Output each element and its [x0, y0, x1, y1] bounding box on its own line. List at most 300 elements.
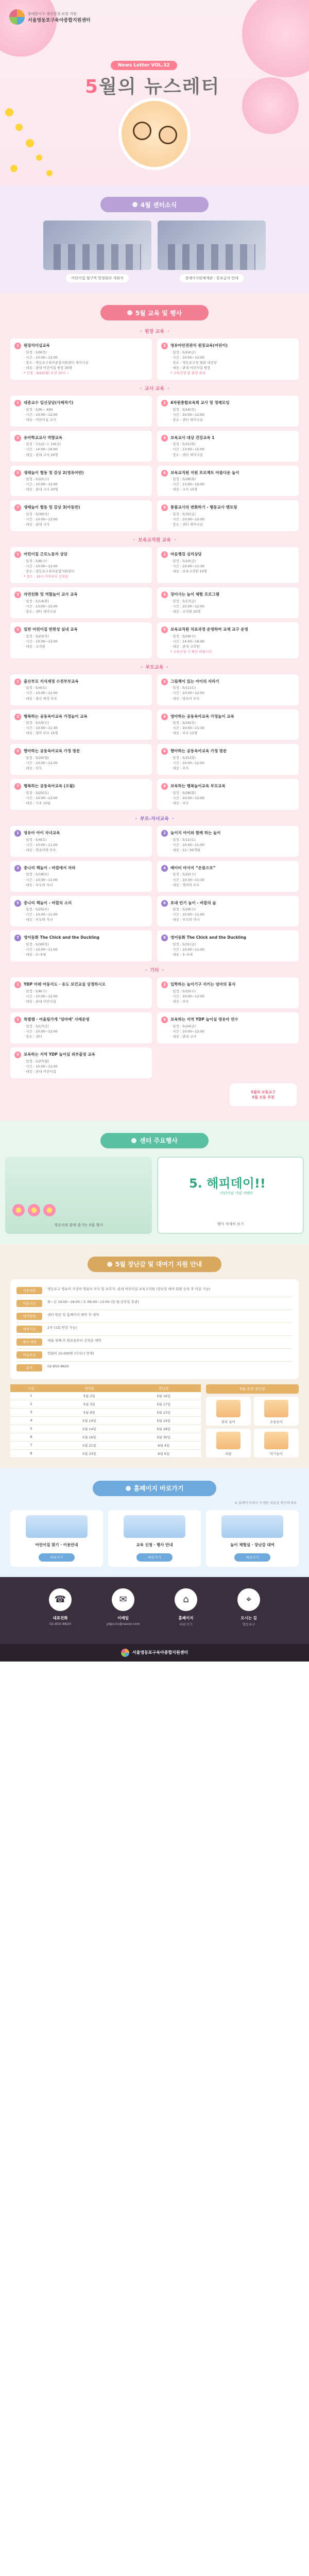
- program-detail: · 시간 : 10:00~12:00: [170, 761, 204, 766]
- program-name: 베이비 마사지 “온몸으로”: [170, 865, 216, 870]
- april-photo-card[interactable]: [158, 221, 266, 282]
- item-number-badge: 2: [161, 679, 168, 685]
- item-number-badge: 5: [14, 748, 21, 755]
- table-cell: 5월 16일: [52, 1433, 126, 1441]
- toy-thumbnail[interactable]: 소꿉놀이: [254, 1397, 299, 1426]
- april-news-section: [0, 185, 309, 293]
- program-detail: · 일정 : 5/30(목): [24, 942, 49, 947]
- program-detail: · 대상 : 관내 교사 20명: [24, 452, 58, 457]
- happy-day-link[interactable]: 행사 자세히 보기: [217, 1222, 244, 1226]
- program-name: 영어동화 The Chick and the Duckling: [24, 935, 100, 940]
- rental-schedule-table: [10, 1384, 201, 1458]
- program-detail: · 대상 : 관내 교직원: [170, 644, 200, 649]
- footer-label: 홈페이지: [178, 1615, 194, 1620]
- item-number-badge: 3: [14, 591, 21, 598]
- program-item[interactable]: [10, 1012, 152, 1043]
- category-title: · 기타 ·: [10, 967, 299, 973]
- table-header: 반납일: [127, 1384, 201, 1392]
- rental-info-key: 대여방법: [16, 1313, 42, 1320]
- homepage-card[interactable]: [206, 1510, 299, 1567]
- category-title: · 보육교직원 교육 ·: [10, 536, 299, 543]
- program-detail: · 대상 : 영유아 부모: [170, 696, 200, 701]
- monthly-toy-teaser[interactable]: 5월의 보물교구 5월 보물 추천: [230, 1083, 297, 1106]
- center-logo-icon: [9, 9, 25, 25]
- program-name: 중나리 책놀이 - 바깥에서 자라: [24, 865, 76, 870]
- program-item[interactable]: [157, 396, 299, 427]
- program-detail: · 대상 : 보육교직원 10명: [170, 569, 208, 573]
- item-number-badge: 6: [161, 900, 168, 907]
- program-detail: · 대상 : 관내 어린이집: [24, 999, 56, 1004]
- program-detail: · 시간 : 10:00~12:00: [24, 639, 58, 643]
- flower-icon: [12, 1204, 25, 1216]
- home-icon: ⌂: [175, 1588, 197, 1611]
- program-item[interactable]: [157, 587, 299, 618]
- item-number-badge: 3: [14, 865, 21, 872]
- program-detail: · 일정 : 5/22(수): [24, 477, 49, 482]
- bullet-icon: [126, 1486, 131, 1491]
- table-header: 대여일: [52, 1384, 126, 1392]
- program-detail: · 일정 : 5/21(화): [170, 756, 196, 760]
- table-row: [10, 1441, 201, 1449]
- program-detail: · 대상 : 부모: [24, 766, 42, 771]
- table-row: [10, 1416, 201, 1425]
- program-item[interactable]: [10, 896, 152, 927]
- program-detail: · 대상 : 교직원 20명: [170, 609, 201, 614]
- program-detail: · 일정 : 5/15(수): [170, 989, 196, 993]
- bottom-brand-bar: [0, 1644, 309, 1662]
- bullet-icon: [131, 1138, 136, 1143]
- program-detail: · 일정 : 5/4(토): [24, 837, 47, 842]
- rental-info-key: 이용요금: [16, 1351, 42, 1359]
- event-illustration-panel[interactable]: [5, 1157, 152, 1234]
- table-cell: 5월 10일: [52, 1416, 126, 1425]
- program-item[interactable]: [10, 622, 152, 658]
- program-item[interactable]: [157, 431, 299, 462]
- program-detail: · 시간 : 10:00~12:00: [24, 412, 58, 417]
- homepage-note: ※ 홈페이지에서 자세한 내용을 확인하세요: [234, 1500, 297, 1505]
- program-item[interactable]: [10, 861, 152, 892]
- program-item[interactable]: [10, 977, 152, 1008]
- program-item[interactable]: [157, 744, 299, 775]
- homepage-card[interactable]: [108, 1510, 201, 1567]
- program-name: 보육교직원 치료과정 운영하여 교재 교구 운영: [170, 626, 248, 632]
- item-number-badge: 5: [14, 1052, 21, 1058]
- program-name: 유아학교교사 역량교육: [24, 435, 63, 440]
- program-detail: · 시간 : 10:00~12:00: [24, 691, 58, 696]
- program-name: 생태놀이 협동 및 감상 3(아동반): [24, 505, 80, 510]
- item-number-badge: 2: [161, 400, 168, 406]
- program-name: 입학하는 놀이기구 지키는 엄마의 휴식: [170, 982, 236, 987]
- program-detail: · 대상 : 출산 예정 부모: [24, 696, 57, 701]
- program-detail: · 시간 : 10:00~11:00: [170, 947, 204, 952]
- program-note: * 접수 : 10시 이후부터 선착순: [24, 574, 68, 579]
- item-number-badge: 4: [161, 435, 168, 442]
- program-detail: · 시간 : 10:00~11:30: [24, 726, 58, 731]
- program-name: 영어동화 The Chick and the Duckling: [170, 935, 247, 940]
- item-number-badge: 6: [161, 470, 168, 477]
- program-detail: · 대상 : 12~36개월: [170, 848, 200, 852]
- program-category: [10, 536, 299, 658]
- program-detail: · 일정 : 5/25(토): [24, 790, 49, 795]
- homepage-links-section: [0, 1468, 309, 1577]
- program-detail: · 대상 : 3~5세: [170, 953, 193, 957]
- program-name: 그림책이 있는 아이의 자라기: [170, 679, 219, 684]
- program-detail: · 대상 : 부모와 자녀: [24, 918, 53, 922]
- april-photo-card[interactable]: [43, 221, 151, 282]
- program-item[interactable]: [157, 466, 299, 497]
- program-detail: · 시간 : 14:00~16:00: [170, 639, 204, 643]
- april-news-heading: 4월 센터소식: [100, 197, 209, 212]
- table-cell: 8: [10, 1449, 52, 1458]
- program-note: * 교육신청 및 출결 관리: [170, 370, 206, 375]
- item-number-badge: 1: [14, 679, 21, 685]
- table-cell: 5월 3일: [52, 1400, 126, 1408]
- newsletter-title: 5월의 뉴스레터: [85, 76, 220, 97]
- program-detail: · 일정 : 5/27(월): [24, 1059, 49, 1063]
- program-detail: · 시간 : 10:00~12:00: [170, 795, 204, 800]
- program-name: 4차원종합보육회 교사 및 정례모임: [170, 400, 230, 405]
- program-detail: · 일정 : 5/8(수): [24, 989, 47, 993]
- program-detail: · 일정 : 5/16(목): [170, 721, 196, 725]
- table-cell: 5월 16일: [127, 1392, 201, 1400]
- program-detail: · 시간 : 10:00~12:00: [170, 604, 204, 608]
- happy-day-title: 5. 해피데이!!: [189, 1176, 266, 1191]
- program-name: 보육하는 행복놀이교육 부모교육: [170, 784, 226, 789]
- program-category: [10, 967, 299, 1078]
- table-cell: 6: [10, 1433, 52, 1441]
- footer-label: 대표전화: [53, 1615, 68, 1620]
- program-item[interactable]: [157, 338, 299, 380]
- table-cell: 5월 30일: [127, 1433, 201, 1441]
- table-cell: 5월 23일: [127, 1408, 201, 1416]
- program-detail: · 일정 : 5/9(목): [24, 350, 47, 354]
- program-item[interactable]: [157, 826, 299, 857]
- program-detail: · 대상 : 관내 어린이집: [24, 1069, 56, 1074]
- programs-heading: 5월 교육 및 행사: [100, 305, 209, 320]
- item-number-badge: 4: [161, 714, 168, 720]
- program-detail: · 장소 : 영등포구육아종합지원센터 세미나실: [24, 360, 89, 365]
- bottom-org-name: 서울영등포구육아종합지원센터: [132, 1650, 188, 1655]
- toy-thumbnail[interactable]: 악기놀이: [254, 1429, 299, 1458]
- may-programs-section: [0, 293, 309, 1121]
- category-title: · 원장 교육 ·: [10, 328, 299, 334]
- program-detail: · 일정 : 5/18(토): [24, 872, 49, 877]
- program-detail: · 시간 : 10:00~11:00: [170, 912, 204, 917]
- category-title: · 교사 교육 ·: [10, 385, 299, 392]
- item-number-badge: 7: [14, 935, 21, 941]
- program-detail: · 대상 : 부모와 자녀: [170, 918, 200, 922]
- program-detail: · 시간 : 10:00~12:00: [24, 564, 58, 568]
- item-number-badge: 6: [161, 626, 168, 633]
- program-detail: · 대상 : 관내 교사 20명: [24, 487, 58, 492]
- footer-value: ydpccic@naver.com: [106, 1621, 140, 1626]
- footer-location[interactable]: [231, 1588, 267, 1644]
- photo-caption: 장애아지원체계관 · 통보급식 안내: [180, 274, 244, 282]
- footer-email[interactable]: [105, 1588, 141, 1644]
- program-item[interactable]: [157, 779, 299, 810]
- hero-banner: [0, 0, 309, 185]
- table-row: [10, 1408, 201, 1416]
- table-cell: 5: [10, 1425, 52, 1433]
- table-cell: 5월 28일: [127, 1425, 201, 1433]
- footer-homepage[interactable]: [168, 1588, 204, 1644]
- program-detail: · 대상 : 교사 15명: [170, 487, 198, 492]
- program-detail: · 일정 : 5/11(토): [170, 686, 196, 690]
- footer-contacts: [0, 1577, 309, 1644]
- program-item[interactable]: [10, 779, 152, 810]
- program-item[interactable]: [10, 709, 152, 740]
- toy-thumbnail[interactable]: 블록 놀이: [206, 1397, 251, 1426]
- program-detail: · 시간 : 10:00~11:30: [170, 726, 204, 731]
- program-detail: · 시간 : 10:00~12:00: [170, 994, 204, 998]
- program-detail: · 장소 : 센터 세미나실: [170, 452, 203, 457]
- program-name: 영아하는 공동육아교육 가정놀이 교육: [170, 714, 234, 719]
- program-item[interactable]: [10, 587, 152, 618]
- program-name: 원장리더십교육: [24, 343, 50, 348]
- program-name: 대중교수 입신상담(사례적기): [24, 400, 74, 405]
- volume-badge: News Letter VOL.32: [111, 61, 177, 70]
- card-label: 놀이 체험실 · 장난감 대여: [230, 1542, 274, 1547]
- org-name: 서울영동포구육아종합지원센터: [28, 18, 91, 23]
- rental-info-key: 대여 예약: [16, 1338, 42, 1346]
- homepage-heading: 홈페이지 바로가기: [93, 1481, 216, 1496]
- program-item[interactable]: [10, 826, 152, 857]
- program-detail: · 일정 : 5/22(수): [170, 872, 196, 877]
- program-name: 보육교사 대상 건강교육 1: [170, 435, 215, 440]
- program-detail: · 장소 : 영등포구청 별관 대강당: [170, 360, 217, 365]
- program-detail: · 일정 : 5/21(화): [170, 442, 196, 447]
- program-name: 중나리 책놀이 - 바깥의 소리: [24, 900, 72, 905]
- photo-caption: 어린이집 협구역 한청회의 개최식: [66, 274, 128, 282]
- event-photo: [158, 221, 266, 270]
- program-item[interactable]: [157, 622, 299, 658]
- program-item[interactable]: [10, 500, 152, 531]
- table-cell: 6월 6일: [127, 1449, 201, 1458]
- program-detail: · 시간 : 10:00~12:00: [24, 517, 58, 522]
- homepage-card[interactable]: [10, 1510, 103, 1567]
- program-item[interactable]: [10, 1047, 152, 1078]
- rental-info-row: [16, 1297, 293, 1310]
- rental-info-row: [16, 1323, 293, 1336]
- program-detail: · 시간 : 10:00~12:00: [170, 355, 204, 360]
- program-item[interactable]: [157, 861, 299, 892]
- program-detail: · 일정 : 5/31(금): [170, 942, 196, 947]
- program-item[interactable]: [157, 500, 299, 531]
- table-cell: 1: [10, 1392, 52, 1400]
- item-number-badge: 7: [14, 504, 21, 511]
- program-item[interactable]: [10, 431, 152, 462]
- program-detail: · 시간 : 10:00~12:00: [24, 761, 58, 766]
- table-cell: 5월 14일: [52, 1425, 126, 1433]
- program-detail: · 일정 : 7/12(~), 14(금): [24, 442, 61, 447]
- program-item[interactable]: [10, 547, 152, 583]
- table-cell: 5월 23일: [52, 1449, 126, 1458]
- program-detail: · 시간 : 13:00~15:00: [170, 482, 204, 487]
- program-name: 통품교사의 변화하기 - 행동교사 멘토링: [170, 505, 237, 510]
- program-name: 특별캠 · 어울림가게 ‘엄마예’ 사레운영: [24, 1017, 90, 1022]
- rental-info-key: 이용대상: [16, 1287, 42, 1294]
- program-detail: · 대상 : 부모와 자녀: [24, 883, 53, 887]
- table-cell: 3: [10, 1408, 52, 1416]
- program-item[interactable]: [10, 396, 152, 427]
- item-number-badge: 3: [14, 714, 21, 720]
- program-note: * 신청 : 4/22(월) 오전 10시 ~: [24, 370, 70, 375]
- program-detail: · 일정 : 5/23(목): [24, 634, 49, 638]
- rental-info-value: 02-850-8620: [47, 1364, 69, 1368]
- center-events-heading: 센터 주요행사: [100, 1133, 209, 1148]
- program-detail: · 시간 : 10:00~11:00: [24, 877, 58, 882]
- center-logo-icon: [121, 1649, 129, 1657]
- category-title: · 부모-자녀교육 ·: [10, 815, 299, 822]
- program-detail: · 대상 : 관내 어린이집 원장: [170, 365, 211, 370]
- item-number-badge: 1: [14, 343, 21, 349]
- program-detail: · 일정 : 5/25(토): [24, 907, 49, 912]
- program-detail: · 시간 : 10:00~11:00: [24, 947, 58, 952]
- table-cell: 7: [10, 1441, 52, 1449]
- program-name: 보육하는 지역 YDP 놀이실 영유아 연수: [170, 1017, 238, 1022]
- program-name: 마음챙김 심리상담: [170, 552, 202, 557]
- program-item[interactable]: [10, 466, 152, 497]
- table-cell: 5월 9일: [52, 1408, 126, 1416]
- program-name: 놀이지 아이와 함께 하는 놀이: [170, 831, 221, 835]
- program-detail: · 일정 : 5/31(금): [170, 512, 196, 516]
- item-number-badge: 5: [14, 900, 21, 907]
- program-detail: · 대상 : 교직원: [24, 644, 45, 649]
- program-name: 출산부모 지식재정 수전부부교육: [24, 679, 79, 684]
- program-detail: · 일정 : 5/30(목): [24, 512, 49, 516]
- program-detail: · 일정 : 5/29(수): [170, 634, 196, 638]
- table-row: [10, 1392, 201, 1400]
- program-category: [10, 664, 299, 810]
- item-number-badge: 3: [14, 1016, 21, 1023]
- program-item[interactable]: [157, 977, 299, 1008]
- program-detail: · 일정 : 5/20(월): [24, 756, 49, 760]
- program-item[interactable]: [10, 930, 152, 961]
- program-item[interactable]: [10, 338, 152, 380]
- program-detail: · 장소 : 센터 세미나실: [24, 609, 56, 614]
- program-name: 행복하는 공동육아교육 (오월): [24, 784, 75, 789]
- bullet-icon: [132, 202, 138, 207]
- org-logo: [9, 9, 91, 25]
- item-number-badge: 1: [14, 981, 21, 988]
- footer-phone[interactable]: [42, 1588, 78, 1644]
- happy-day-panel[interactable]: [157, 1157, 304, 1234]
- item-number-badge: 1: [14, 830, 21, 837]
- program-name: 행복하는 공동육아교육 가정놀이 교육: [24, 714, 88, 719]
- program-item[interactable]: [157, 709, 299, 740]
- program-detail: · 장소 : 영등포구육아종합지원센터: [24, 569, 75, 573]
- program-item[interactable]: [157, 674, 299, 705]
- table-header: 구분: [10, 1384, 52, 1392]
- program-item[interactable]: [157, 547, 299, 583]
- program-detail: · 시간 : 10:00~12:00: [24, 1064, 58, 1069]
- program-category: [10, 328, 299, 380]
- rental-info-row: [16, 1284, 293, 1297]
- item-number-badge: 5: [14, 470, 21, 477]
- program-name: 어린이집 근로노동자 상담: [24, 552, 67, 557]
- rental-heading: 5월 장난감 및 대여기 지원 안내: [88, 1257, 221, 1272]
- go-button[interactable]: 바로가기: [136, 1553, 173, 1562]
- program-detail: · 시간 : 10:30~11:30: [170, 877, 204, 882]
- item-number-badge: 3: [14, 435, 21, 442]
- location-pin-icon: ⌖: [237, 1588, 260, 1611]
- table-row: [10, 1433, 201, 1441]
- go-button[interactable]: 바로가기: [234, 1553, 270, 1562]
- program-name: 보육교직원 지원 프로젝트 아름다운 놀이: [170, 470, 239, 475]
- footer-value: 바로가기: [179, 1622, 193, 1626]
- program-detail: · 대상 : 관내 교사: [170, 1034, 197, 1039]
- program-detail: · 일정 : 5/8(수): [24, 558, 47, 563]
- program-item[interactable]: [157, 1012, 299, 1043]
- recommended-toys: [206, 1384, 299, 1458]
- happy-day-subtitle: 어린이날 기념 이벤트: [220, 1191, 254, 1195]
- center-events-section: [0, 1121, 309, 1244]
- footer-label: 이메일: [117, 1615, 129, 1620]
- table-cell: 5월 2일: [52, 1392, 126, 1400]
- program-name: 향아하는 공동육아교육 가정 방문: [24, 749, 80, 754]
- item-number-badge: 1: [14, 400, 21, 406]
- program-detail: · 시간 : 10:00~12:00: [170, 412, 204, 417]
- program-name: YDP 미래 아동지도 · 유도 보건교실 상정하시오: [24, 982, 106, 987]
- program-detail: · 시간 : 10:00~12:00: [24, 1029, 58, 1033]
- item-number-badge: 8: [161, 935, 168, 941]
- table-row: [10, 1400, 201, 1408]
- toy-thumbnail[interactable]: 퍼즐: [206, 1429, 251, 1458]
- program-name: 일반 어린이집 반편성 실내 교육: [24, 626, 78, 632]
- program-detail: · 시간 : 10:00~11:00: [24, 912, 58, 917]
- item-number-badge: 2: [161, 981, 168, 988]
- table-row: [10, 1449, 201, 1458]
- rental-info-value: 영등포구 영유아 가정의 영유아 부모 및 보호자, 관내 어린이집 보육교직원 (장난감 대여 회원 등록 후 이용 가능): [47, 1286, 211, 1291]
- program-item[interactable]: [157, 896, 299, 927]
- category-title: · 부모교육 ·: [10, 664, 299, 670]
- item-number-badge: 2: [161, 830, 168, 837]
- item-number-badge: 5: [14, 626, 21, 633]
- program-detail: · 대상 : 부모: [170, 766, 189, 771]
- program-item[interactable]: [10, 674, 152, 705]
- flower-icon: [43, 1204, 56, 1216]
- mail-icon: ✉: [112, 1588, 134, 1611]
- program-note: * 교육신청 시 확인 바랍니다: [170, 649, 212, 654]
- program-detail: · 시간 : 10:00~12:00: [170, 517, 204, 522]
- program-name: 자연친화 및 역할놀이 교사 교육: [24, 592, 78, 597]
- table-cell: 5월 24일: [127, 1416, 201, 1425]
- program-detail: · 대상 : 부모: [170, 801, 189, 805]
- go-button[interactable]: 바로가기: [39, 1553, 75, 1562]
- program-detail: · 대상 : 영아 부모 15명: [24, 731, 58, 736]
- program-detail: · 일정 : 5/28(화): [170, 790, 196, 795]
- program-detail: · 일정 : 5/4(토): [24, 686, 47, 690]
- program-detail: · 시간 : 13:00~15:00: [24, 604, 58, 608]
- program-detail: · 장소 : 센터: [24, 1034, 42, 1039]
- program-detail: · 시간 : 10:00~11:30: [170, 564, 204, 568]
- card-label: 어린이집 찾기 · 이용안내: [35, 1542, 78, 1547]
- org-subtitle: 동대문시구 정신건강 보험 지원: [28, 11, 77, 16]
- kids-illustration: [118, 98, 191, 170]
- rental-info-key: 문의: [16, 1364, 42, 1371]
- program-detail: · 시간 : 10:00~11:00: [24, 842, 58, 847]
- recommended-toys-title: 5월 추천 장난감: [206, 1384, 299, 1394]
- program-item[interactable]: [10, 744, 152, 775]
- program-detail: · 대상 : 부모: [170, 999, 189, 1004]
- bullet-icon: [127, 310, 132, 315]
- item-number-badge: 2: [161, 551, 168, 558]
- program-detail: · 대상 : 영아와 부모: [170, 883, 200, 887]
- footer-value: 02-850-8620: [49, 1621, 71, 1626]
- rental-info-value: 화~금 10:00~18:00 / 토 09:00~13:00 (일·월·공휴일 휴관): [47, 1299, 139, 1304]
- rental-info-value: 2주 (1회 연장 가능): [47, 1325, 77, 1330]
- program-item[interactable]: [157, 930, 299, 961]
